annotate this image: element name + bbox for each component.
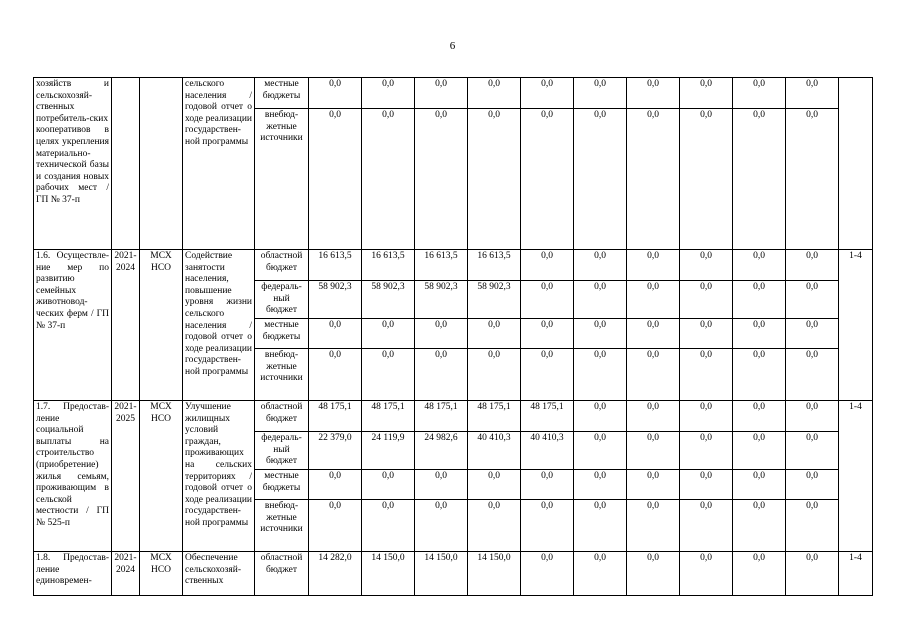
funding-amount: 0,0 <box>786 470 839 500</box>
funding-amount: 0,0 <box>786 349 839 401</box>
measure-goal: Обеспечение сельскохозяй-ственных <box>183 552 255 596</box>
funding-amount: 0,0 <box>733 109 786 250</box>
funding-amount: 0,0 <box>733 78 786 109</box>
funding-source: областной бюджет <box>255 250 309 281</box>
funding-amount: 0,0 <box>521 349 574 401</box>
funding-amount: 0,0 <box>627 401 680 432</box>
funding-amount: 0,0 <box>627 432 680 470</box>
measure-name: 1.7. Предостав-ление социальной выплаты на строительство (приобретение) жилья семьям, проживающим в сельской местности / ГП № 525-п <box>34 401 112 552</box>
funding-amount: 0,0 <box>521 78 574 109</box>
funding-amount: 0,0 <box>574 349 627 401</box>
funding-source: внебюд-жетные источники <box>255 109 309 250</box>
funding-amount: 16 613,5 <box>468 250 521 281</box>
measure-goal: сельского населения / годовой отчет о ходе реализации государствен-ной программы <box>183 78 255 250</box>
measure-goal: Содействие занятости населения, повышение уровня жизни сельского населения / годовой отчет о ходе реализации государствен-ной программы <box>183 250 255 401</box>
funding-amount: 48 175,1 <box>521 401 574 432</box>
funding-source: местные бюджеты <box>255 78 309 109</box>
funding-amount: 0,0 <box>627 78 680 109</box>
funding-amount: 16 613,5 <box>309 250 362 281</box>
funding-amount: 48 175,1 <box>468 401 521 432</box>
funding-amount: 0,0 <box>733 432 786 470</box>
funding-amount: 0,0 <box>468 319 521 349</box>
measure-name: 1.8. Предостав-ление единовремен- <box>34 552 112 596</box>
funding-amount: 48 175,1 <box>415 401 468 432</box>
funding-amount: 48 175,1 <box>362 401 415 432</box>
funding-amount: 0,0 <box>786 500 839 552</box>
funding-amount: 0,0 <box>521 281 574 319</box>
budget-table <box>33 77 873 596</box>
funding-amount: 0,0 <box>680 281 733 319</box>
funding-amount: 0,0 <box>415 500 468 552</box>
funding-amount: 0,0 <box>680 250 733 281</box>
funding-amount: 0,0 <box>574 500 627 552</box>
funding-amount: 40 410,3 <box>468 432 521 470</box>
funding-amount: 0,0 <box>786 250 839 281</box>
funding-amount: 58 902,3 <box>415 281 468 319</box>
measure-years <box>112 78 140 250</box>
measure-name: 1.6. Осуществле-ние мер по развитию семейных животновод-ческих ферм / ГП № 37-п <box>34 250 112 401</box>
funding-amount: 0,0 <box>574 78 627 109</box>
funding-source: внебюд-жетные источники <box>255 500 309 552</box>
funding-amount: 40 410,3 <box>521 432 574 470</box>
funding-amount: 0,0 <box>680 401 733 432</box>
measure-executor <box>140 78 183 250</box>
measure-indicator <box>839 78 873 250</box>
funding-amount: 0,0 <box>733 500 786 552</box>
funding-amount: 0,0 <box>362 500 415 552</box>
measure-goal: Улучшение жилищных условий граждан, проживающих на сельских территориях / годовой отчет о ходе реализации государствен-ной программы <box>183 401 255 552</box>
funding-amount: 0,0 <box>521 470 574 500</box>
measure-row <box>34 250 873 281</box>
funding-amount: 0,0 <box>733 401 786 432</box>
funding-amount: 0,0 <box>680 432 733 470</box>
measure-row <box>34 401 873 432</box>
funding-amount: 0,0 <box>733 470 786 500</box>
funding-amount: 0,0 <box>415 78 468 109</box>
funding-amount: 14 150,0 <box>362 552 415 596</box>
funding-source: внебюд-жетные источники <box>255 349 309 401</box>
funding-amount: 0,0 <box>574 470 627 500</box>
funding-amount: 0,0 <box>309 319 362 349</box>
funding-source: местные бюджеты <box>255 470 309 500</box>
funding-source: федераль-ный бюджет <box>255 432 309 470</box>
funding-amount: 24 119,9 <box>362 432 415 470</box>
funding-amount: 0,0 <box>733 281 786 319</box>
measure-row <box>34 552 873 596</box>
funding-amount: 14 150,0 <box>468 552 521 596</box>
funding-amount: 0,0 <box>468 349 521 401</box>
funding-amount: 0,0 <box>627 552 680 596</box>
funding-amount: 16 613,5 <box>362 250 415 281</box>
funding-source: областной бюджет <box>255 401 309 432</box>
funding-amount: 0,0 <box>309 500 362 552</box>
funding-amount: 0,0 <box>309 349 362 401</box>
funding-amount: 0,0 <box>627 500 680 552</box>
funding-amount: 0,0 <box>468 500 521 552</box>
funding-amount: 0,0 <box>680 500 733 552</box>
funding-amount: 14 282,0 <box>309 552 362 596</box>
funding-amount: 0,0 <box>574 250 627 281</box>
funding-amount: 0,0 <box>309 470 362 500</box>
funding-amount: 0,0 <box>521 250 574 281</box>
funding-amount: 0,0 <box>786 78 839 109</box>
funding-amount: 0,0 <box>415 109 468 250</box>
funding-amount: 0,0 <box>627 319 680 349</box>
funding-amount: 58 902,3 <box>362 281 415 319</box>
funding-amount: 0,0 <box>786 552 839 596</box>
funding-amount: 0,0 <box>733 319 786 349</box>
measure-executor: МСХ НСО <box>140 552 183 596</box>
measure-executor: МСХ НСО <box>140 250 183 401</box>
funding-amount: 0,0 <box>415 319 468 349</box>
funding-amount: 24 982,6 <box>415 432 468 470</box>
funding-amount: 0,0 <box>521 552 574 596</box>
funding-amount: 0,0 <box>786 432 839 470</box>
funding-amount: 0,0 <box>680 552 733 596</box>
funding-amount: 0,0 <box>362 78 415 109</box>
funding-amount: 0,0 <box>574 432 627 470</box>
funding-amount: 0,0 <box>627 250 680 281</box>
funding-amount: 58 902,3 <box>309 281 362 319</box>
funding-amount: 22 379,0 <box>309 432 362 470</box>
funding-amount: 0,0 <box>468 109 521 250</box>
measure-row <box>34 78 873 109</box>
funding-amount: 0,0 <box>362 319 415 349</box>
funding-source: местные бюджеты <box>255 319 309 349</box>
page-number: 6 <box>449 40 456 52</box>
funding-amount: 0,0 <box>521 500 574 552</box>
funding-amount: 0,0 <box>786 281 839 319</box>
funding-amount: 0,0 <box>521 109 574 250</box>
funding-amount: 0,0 <box>680 319 733 349</box>
measure-years: 2021-2025 <box>112 401 140 552</box>
funding-amount: 0,0 <box>733 552 786 596</box>
measure-indicator: 1-4 <box>839 401 873 552</box>
funding-amount: 0,0 <box>733 250 786 281</box>
funding-amount: 0,0 <box>680 109 733 250</box>
funding-amount: 0,0 <box>627 470 680 500</box>
measure-executor: МСХ НСО <box>140 401 183 552</box>
measure-name: хозяйств и сельскохозяй-ственных потребитель-ских кооперативов в целях укрепления материально-технической базы и создания новых рабочих мест / ГП № 37-п <box>34 78 112 250</box>
funding-amount: 0,0 <box>415 349 468 401</box>
funding-amount: 0,0 <box>786 319 839 349</box>
measure-years: 2021-2024 <box>112 250 140 401</box>
funding-amount: 0,0 <box>733 349 786 401</box>
funding-amount: 0,0 <box>680 349 733 401</box>
funding-amount: 0,0 <box>627 109 680 250</box>
funding-amount: 16 613,5 <box>415 250 468 281</box>
funding-amount: 0,0 <box>521 319 574 349</box>
funding-amount: 0,0 <box>627 281 680 319</box>
funding-amount: 0,0 <box>309 78 362 109</box>
funding-amount: 0,0 <box>574 281 627 319</box>
funding-source: областной бюджет <box>255 552 309 596</box>
funding-amount: 0,0 <box>680 78 733 109</box>
funding-amount: 0,0 <box>574 552 627 596</box>
funding-amount: 0,0 <box>309 109 362 250</box>
funding-amount: 0,0 <box>627 349 680 401</box>
funding-amount: 0,0 <box>786 401 839 432</box>
funding-amount: 0,0 <box>468 470 521 500</box>
funding-source: федераль-ный бюджет <box>255 281 309 319</box>
funding-amount: 0,0 <box>362 470 415 500</box>
funding-amount: 48 175,1 <box>309 401 362 432</box>
funding-amount: 0,0 <box>680 470 733 500</box>
funding-amount: 58 902,3 <box>468 281 521 319</box>
funding-amount: 0,0 <box>415 470 468 500</box>
funding-amount: 0,0 <box>574 319 627 349</box>
funding-amount: 14 150,0 <box>415 552 468 596</box>
funding-amount: 0,0 <box>574 109 627 250</box>
measure-indicator: 1-4 <box>839 250 873 401</box>
measure-years: 2021-2024 <box>112 552 140 596</box>
funding-amount: 0,0 <box>468 78 521 109</box>
funding-amount: 0,0 <box>362 349 415 401</box>
measure-indicator: 1-4 <box>839 552 873 596</box>
funding-amount: 0,0 <box>362 109 415 250</box>
funding-amount: 0,0 <box>786 109 839 250</box>
funding-amount: 0,0 <box>574 401 627 432</box>
